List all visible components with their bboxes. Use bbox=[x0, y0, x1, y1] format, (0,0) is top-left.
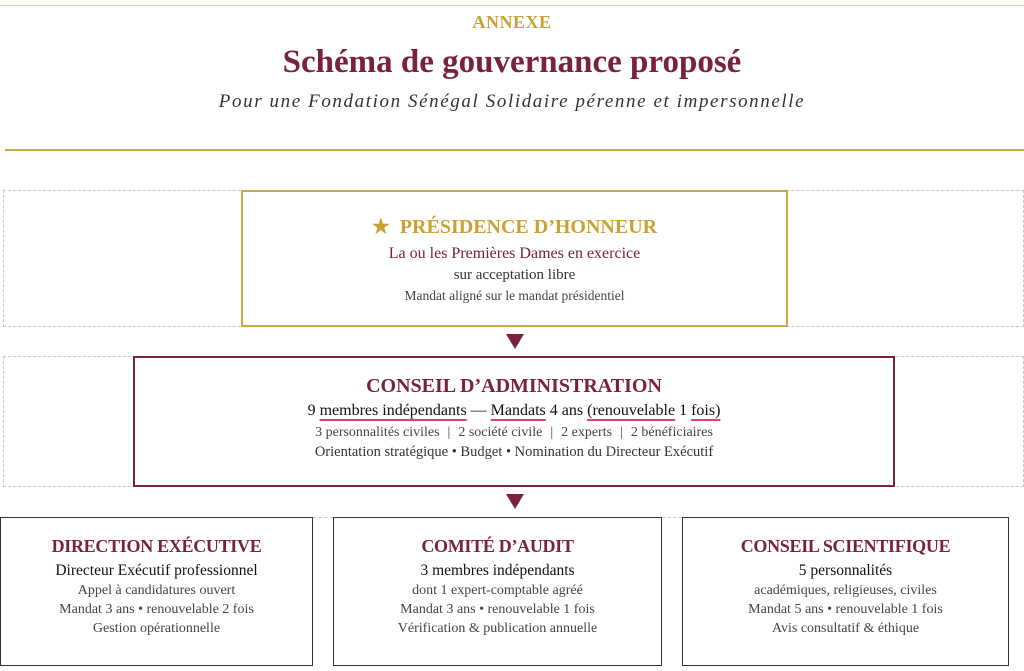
arrow-down-icon bbox=[506, 494, 524, 509]
direction-line4: Gestion opérationnelle bbox=[92, 621, 221, 636]
arrow-down-icon bbox=[506, 334, 524, 349]
direction-box bbox=[0, 517, 313, 666]
conseil-composition bbox=[135, 425, 893, 441]
conseil-roles: Orientation stratégique • Budget • Nomination du Directeur Exécutif bbox=[314, 444, 714, 460]
composition-item: 2 bénéficiaires bbox=[630, 425, 713, 440]
presidence-title-text: PRÉSIDENCE D’HONNEUR bbox=[399, 216, 658, 238]
duration-text: 4 ans bbox=[545, 402, 588, 419]
direction-title: DIRECTION EXÉCUTIVE bbox=[51, 536, 262, 556]
audit-line4: Vérification & publication annuelle bbox=[397, 621, 598, 636]
scientifique-line2: académiques, religieuses, civiles bbox=[754, 583, 937, 598]
audit-title: COMITÉ D’AUDIT bbox=[421, 536, 574, 556]
composition-item: 2 experts bbox=[561, 425, 613, 440]
separator: | bbox=[550, 425, 554, 440]
presidence-line1: La ou les Premières Dames en exercice bbox=[388, 245, 641, 262]
audit-line2: dont 1 expert-comptable agréé bbox=[412, 583, 583, 598]
fois-text: fois) bbox=[691, 402, 721, 419]
connector-line bbox=[662, 517, 682, 518]
separator: | bbox=[447, 425, 451, 440]
scientifique-line4: Avis consultatif & éthique bbox=[771, 621, 920, 636]
page-subtitle: Pour une Fondation Sénégal Solidaire pérenne et impersonnelle bbox=[218, 91, 806, 112]
top-rule bbox=[0, 5, 1024, 6]
members-text: membres indépendants bbox=[319, 402, 467, 419]
scientifique-line1: 5 personnalités bbox=[798, 562, 893, 579]
conseil-box bbox=[133, 356, 895, 487]
connector-line bbox=[313, 517, 333, 518]
presidence-line2: sur acceptation libre bbox=[453, 267, 576, 283]
audit-line1: 3 membres indépendants bbox=[420, 562, 575, 579]
composition-item: 2 société civile bbox=[458, 425, 543, 440]
presidence-line3: Mandat aligné sur le mandat présidentiel bbox=[404, 288, 625, 303]
separator: | bbox=[620, 425, 623, 440]
scientifique-line3: Mandat 5 ans • renouvelable 1 fois bbox=[748, 602, 943, 617]
direction-line3: Mandat 3 ans • renouvelable 2 fois bbox=[59, 602, 254, 617]
conseil-members-line bbox=[135, 402, 893, 420]
renew-text: (renouvelable bbox=[587, 402, 676, 419]
composition-item: 3 personnalités civiles bbox=[315, 425, 440, 440]
space-text: 1 bbox=[675, 402, 692, 419]
audit-line3: Mandat 3 ans • renouvelable 1 fois bbox=[400, 602, 595, 617]
star-icon: ★ bbox=[371, 216, 390, 238]
annexe-label: ANNEXE bbox=[472, 12, 552, 32]
presidence-box bbox=[241, 190, 788, 327]
presidence-title bbox=[243, 214, 786, 239]
audit-box bbox=[333, 517, 662, 666]
mandats-text: Mandats bbox=[490, 402, 546, 419]
dash-text: — bbox=[466, 402, 491, 419]
scientifique-title: CONSEIL SCIENTIFIQUE bbox=[740, 536, 951, 556]
header-divider bbox=[5, 149, 1024, 151]
scientifique-box bbox=[682, 517, 1009, 666]
conseil-title: CONSEIL D’ADMINISTRATION bbox=[366, 375, 662, 397]
direction-line1: Directeur Exécutif professionnel bbox=[55, 562, 258, 579]
page-title: Schéma de gouvernance proposé bbox=[282, 44, 742, 80]
members-prefix: 9 bbox=[307, 402, 320, 419]
direction-line2: Appel à candidatures ouvert bbox=[77, 583, 236, 598]
